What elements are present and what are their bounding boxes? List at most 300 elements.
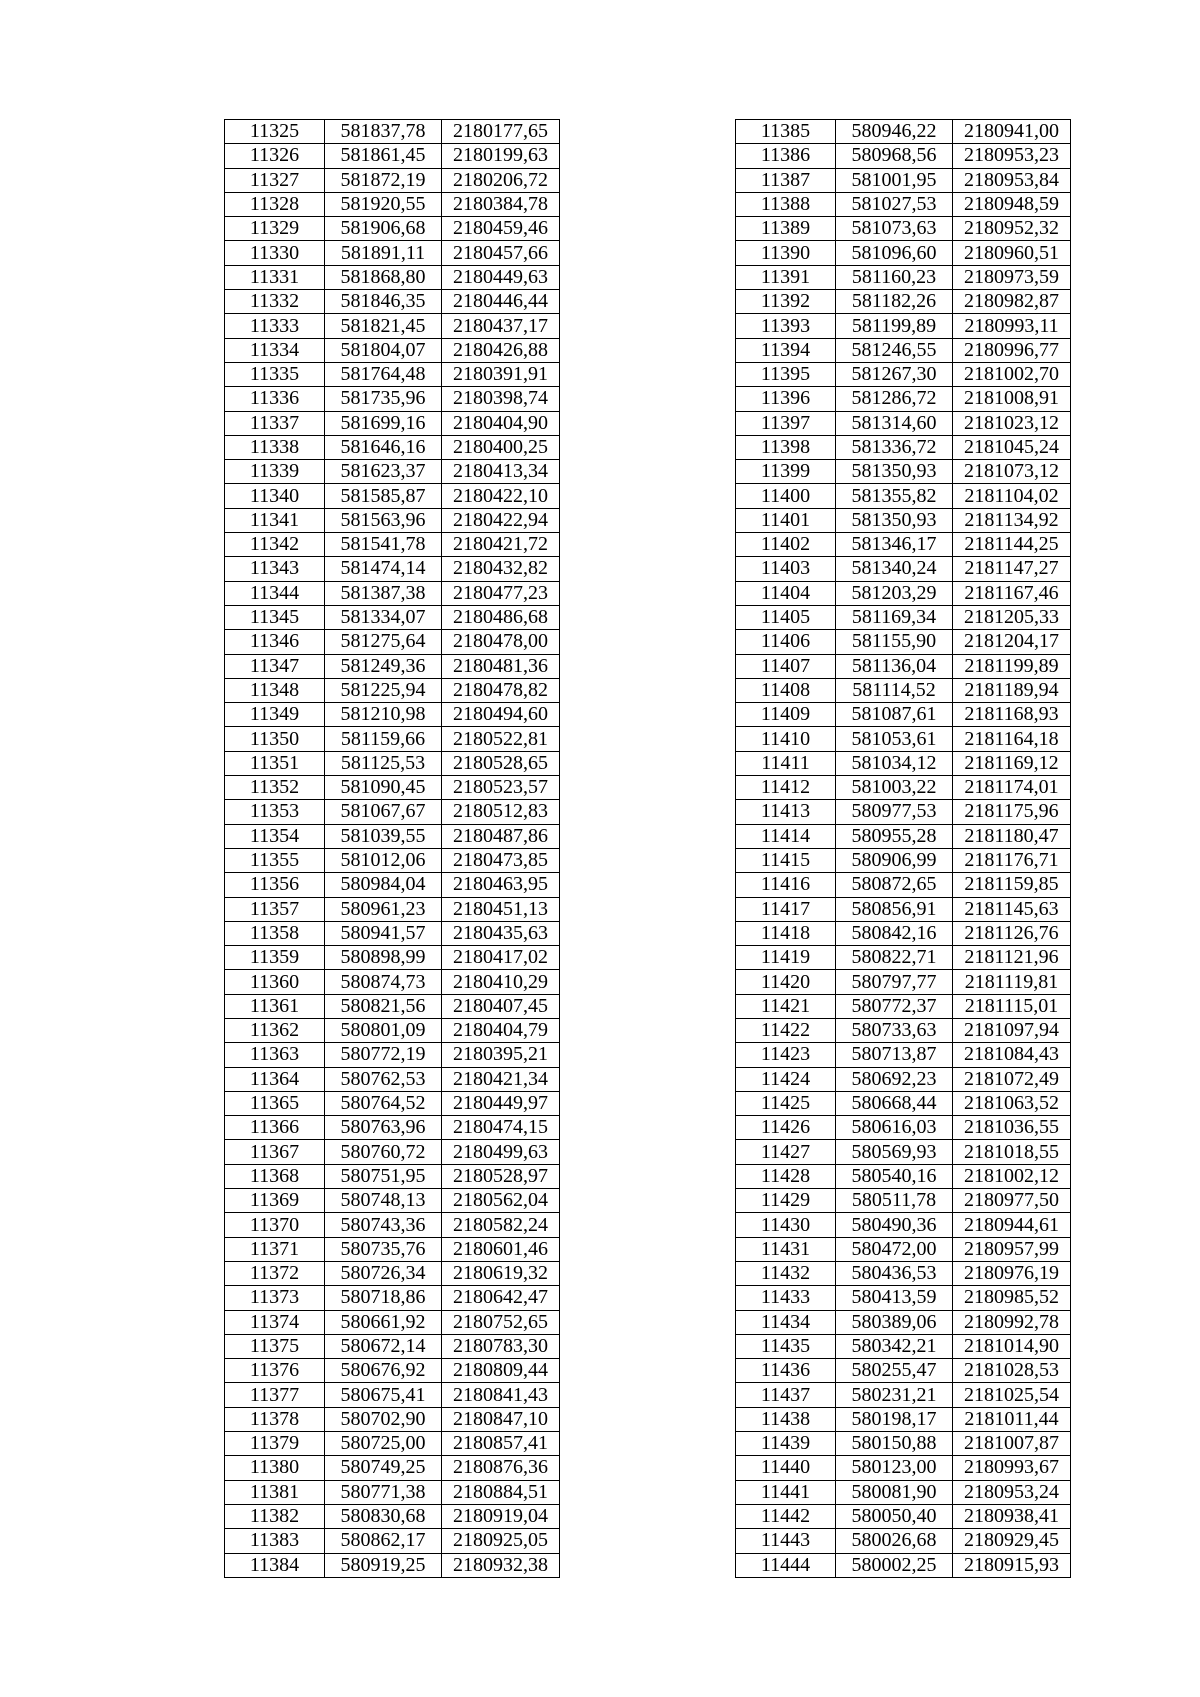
x-coordinate-cell: 581125,53 — [325, 751, 442, 775]
point-number-cell: 11440 — [736, 1456, 836, 1480]
point-number-cell: 11394 — [736, 338, 836, 362]
x-coordinate-cell: 581699,16 — [325, 411, 442, 435]
table-row — [736, 1504, 1071, 1528]
point-number-cell: 11371 — [225, 1237, 325, 1261]
x-coordinate-cell: 580941,57 — [325, 921, 442, 945]
point-number-cell: 11374 — [225, 1310, 325, 1334]
coordinate-table-left — [224, 119, 560, 1578]
x-coordinate-cell: 580762,53 — [325, 1067, 442, 1091]
y-coordinate-cell: 2180384,78 — [442, 192, 560, 216]
x-coordinate-cell: 580413,59 — [836, 1286, 953, 1310]
y-coordinate-cell: 2180486,68 — [442, 605, 560, 629]
point-number-cell: 11352 — [225, 776, 325, 800]
point-number-cell: 11406 — [736, 630, 836, 654]
x-coordinate-cell: 580749,25 — [325, 1456, 442, 1480]
point-number-cell: 11342 — [225, 533, 325, 557]
y-coordinate-cell: 2180783,30 — [442, 1334, 560, 1358]
table-row — [736, 605, 1071, 629]
table-row — [736, 314, 1071, 338]
point-number-cell: 11369 — [225, 1189, 325, 1213]
y-coordinate-cell: 2181028,53 — [953, 1359, 1071, 1383]
x-coordinate-cell: 580874,73 — [325, 970, 442, 994]
y-coordinate-cell: 2180752,65 — [442, 1310, 560, 1334]
table-row — [225, 1261, 560, 1285]
table-row — [225, 557, 560, 581]
y-coordinate-cell: 2180481,36 — [442, 654, 560, 678]
point-number-cell: 11430 — [736, 1213, 836, 1237]
point-number-cell: 11355 — [225, 848, 325, 872]
point-number-cell: 11412 — [736, 776, 836, 800]
y-coordinate-cell: 2180407,45 — [442, 994, 560, 1018]
point-number-cell: 11331 — [225, 265, 325, 289]
table-row — [225, 921, 560, 945]
point-number-cell: 11434 — [736, 1310, 836, 1334]
coordinate-table-right — [735, 119, 1071, 1578]
y-coordinate-cell: 2180809,44 — [442, 1359, 560, 1383]
x-coordinate-cell: 581096,60 — [836, 241, 953, 265]
x-coordinate-cell: 580862,17 — [325, 1529, 442, 1553]
y-coordinate-cell: 2181169,12 — [953, 751, 1071, 775]
x-coordinate-cell: 581073,63 — [836, 217, 953, 241]
y-coordinate-cell: 2180422,94 — [442, 508, 560, 532]
point-number-cell: 11388 — [736, 192, 836, 216]
y-coordinate-cell: 2180206,72 — [442, 168, 560, 192]
x-coordinate-cell: 581249,36 — [325, 654, 442, 678]
y-coordinate-cell: 2181045,24 — [953, 435, 1071, 459]
table-row — [736, 1261, 1071, 1285]
table-row — [225, 1043, 560, 1067]
x-coordinate-cell: 580772,37 — [836, 994, 953, 1018]
table-row — [225, 873, 560, 897]
x-coordinate-cell: 580668,44 — [836, 1091, 953, 1115]
y-coordinate-cell: 2181115,01 — [953, 994, 1071, 1018]
table-row — [736, 1359, 1071, 1383]
point-number-cell: 11439 — [736, 1432, 836, 1456]
table-row — [225, 800, 560, 824]
x-coordinate-cell: 580676,92 — [325, 1359, 442, 1383]
table-row — [225, 362, 560, 386]
point-number-cell: 11333 — [225, 314, 325, 338]
table-row — [225, 217, 560, 241]
point-number-cell: 11379 — [225, 1432, 325, 1456]
point-number-cell: 11366 — [225, 1116, 325, 1140]
table-row — [225, 1164, 560, 1188]
table-row — [225, 290, 560, 314]
point-number-cell: 11341 — [225, 508, 325, 532]
y-coordinate-cell: 2180512,83 — [442, 800, 560, 824]
y-coordinate-cell: 2180562,04 — [442, 1189, 560, 1213]
y-coordinate-cell: 2180841,43 — [442, 1383, 560, 1407]
y-coordinate-cell: 2180421,72 — [442, 533, 560, 557]
y-coordinate-cell: 2180619,32 — [442, 1261, 560, 1285]
y-coordinate-cell: 2180413,34 — [442, 460, 560, 484]
table-row — [736, 362, 1071, 386]
x-coordinate-cell: 580760,72 — [325, 1140, 442, 1164]
point-number-cell: 11403 — [736, 557, 836, 581]
x-coordinate-cell: 581387,38 — [325, 581, 442, 605]
x-coordinate-cell: 580955,28 — [836, 824, 953, 848]
y-coordinate-cell: 2180973,59 — [953, 265, 1071, 289]
table-row — [736, 411, 1071, 435]
table-row — [225, 994, 560, 1018]
x-coordinate-cell: 581067,67 — [325, 800, 442, 824]
x-coordinate-cell: 581623,37 — [325, 460, 442, 484]
x-coordinate-cell: 581114,52 — [836, 678, 953, 702]
table-row — [736, 970, 1071, 994]
y-coordinate-cell: 2181007,87 — [953, 1432, 1071, 1456]
y-coordinate-cell: 2180417,02 — [442, 946, 560, 970]
table-row — [225, 776, 560, 800]
x-coordinate-cell: 580569,93 — [836, 1140, 953, 1164]
table-row — [736, 484, 1071, 508]
y-coordinate-cell: 2180395,21 — [442, 1043, 560, 1067]
table-row — [225, 435, 560, 459]
x-coordinate-cell: 581585,87 — [325, 484, 442, 508]
point-number-cell: 11443 — [736, 1529, 836, 1553]
table-row — [225, 1189, 560, 1213]
table-row — [736, 1407, 1071, 1431]
y-coordinate-cell: 2180478,82 — [442, 678, 560, 702]
y-coordinate-cell: 2180487,86 — [442, 824, 560, 848]
y-coordinate-cell: 2181147,27 — [953, 557, 1071, 581]
table-row — [736, 848, 1071, 872]
point-number-cell: 11407 — [736, 654, 836, 678]
table-row — [736, 508, 1071, 532]
point-number-cell: 11340 — [225, 484, 325, 508]
y-coordinate-cell: 2181011,44 — [953, 1407, 1071, 1431]
table-row — [225, 848, 560, 872]
point-number-cell: 11386 — [736, 144, 836, 168]
y-coordinate-cell: 2181168,93 — [953, 703, 1071, 727]
table-row — [225, 484, 560, 508]
table-row — [225, 192, 560, 216]
x-coordinate-cell: 580968,56 — [836, 144, 953, 168]
y-coordinate-cell: 2181174,01 — [953, 776, 1071, 800]
y-coordinate-cell: 2180847,10 — [442, 1407, 560, 1431]
table-row — [736, 1164, 1071, 1188]
y-coordinate-cell: 2180925,05 — [442, 1529, 560, 1553]
x-coordinate-cell: 581159,66 — [325, 727, 442, 751]
y-coordinate-cell: 2180177,65 — [442, 120, 560, 144]
y-coordinate-cell: 2181164,18 — [953, 727, 1071, 751]
x-coordinate-cell: 581012,06 — [325, 848, 442, 872]
point-number-cell: 11436 — [736, 1359, 836, 1383]
y-coordinate-cell: 2180996,77 — [953, 338, 1071, 362]
point-number-cell: 11370 — [225, 1213, 325, 1237]
table-row — [736, 630, 1071, 654]
table-row — [736, 1140, 1071, 1164]
point-number-cell: 11441 — [736, 1480, 836, 1504]
point-number-cell: 11420 — [736, 970, 836, 994]
y-coordinate-cell: 2180601,46 — [442, 1237, 560, 1261]
y-coordinate-cell: 2181008,91 — [953, 387, 1071, 411]
table-row — [736, 873, 1071, 897]
y-coordinate-cell: 2180993,11 — [953, 314, 1071, 338]
table-row — [225, 1504, 560, 1528]
x-coordinate-cell: 580198,17 — [836, 1407, 953, 1431]
y-coordinate-cell: 2180494,60 — [442, 703, 560, 727]
y-coordinate-cell: 2180426,88 — [442, 338, 560, 362]
point-number-cell: 11429 — [736, 1189, 836, 1213]
point-number-cell: 11359 — [225, 946, 325, 970]
point-number-cell: 11346 — [225, 630, 325, 654]
point-number-cell: 11360 — [225, 970, 325, 994]
x-coordinate-cell: 580733,63 — [836, 1018, 953, 1042]
table-row — [736, 1529, 1071, 1553]
x-coordinate-cell: 580026,68 — [836, 1529, 953, 1553]
x-coordinate-cell: 581267,30 — [836, 362, 953, 386]
y-coordinate-cell: 2181036,55 — [953, 1116, 1071, 1140]
y-coordinate-cell: 2180523,57 — [442, 776, 560, 800]
point-number-cell: 11365 — [225, 1091, 325, 1115]
point-number-cell: 11433 — [736, 1286, 836, 1310]
y-coordinate-cell: 2180992,78 — [953, 1310, 1071, 1334]
x-coordinate-cell: 581837,78 — [325, 120, 442, 144]
y-coordinate-cell: 2180446,44 — [442, 290, 560, 314]
x-coordinate-cell: 580764,52 — [325, 1091, 442, 1115]
x-coordinate-cell: 580842,16 — [836, 921, 953, 945]
point-number-cell: 11327 — [225, 168, 325, 192]
point-number-cell: 11339 — [225, 460, 325, 484]
x-coordinate-cell: 581821,45 — [325, 314, 442, 338]
y-coordinate-cell: 2181180,47 — [953, 824, 1071, 848]
point-number-cell: 11332 — [225, 290, 325, 314]
point-number-cell: 11380 — [225, 1456, 325, 1480]
y-coordinate-cell: 2180422,10 — [442, 484, 560, 508]
point-number-cell: 11347 — [225, 654, 325, 678]
point-number-cell: 11328 — [225, 192, 325, 216]
table-row — [736, 1091, 1071, 1115]
point-number-cell: 11422 — [736, 1018, 836, 1042]
x-coordinate-cell: 580771,38 — [325, 1480, 442, 1504]
x-coordinate-cell: 581182,26 — [836, 290, 953, 314]
y-coordinate-cell: 2181176,71 — [953, 848, 1071, 872]
x-coordinate-cell: 580735,76 — [325, 1237, 442, 1261]
point-number-cell: 11395 — [736, 362, 836, 386]
x-coordinate-cell: 580661,92 — [325, 1310, 442, 1334]
table-row — [736, 946, 1071, 970]
table-row — [225, 1359, 560, 1383]
x-coordinate-cell: 580919,25 — [325, 1553, 442, 1577]
point-number-cell: 11393 — [736, 314, 836, 338]
table-row — [736, 168, 1071, 192]
table-row — [225, 1237, 560, 1261]
x-coordinate-cell: 580231,21 — [836, 1383, 953, 1407]
point-number-cell: 11431 — [736, 1237, 836, 1261]
table-row — [225, 1334, 560, 1358]
y-coordinate-cell: 2180473,85 — [442, 848, 560, 872]
y-coordinate-cell: 2180457,66 — [442, 241, 560, 265]
point-number-cell: 11401 — [736, 508, 836, 532]
x-coordinate-cell: 581199,89 — [836, 314, 953, 338]
table-row — [225, 1553, 560, 1577]
table-row — [225, 654, 560, 678]
y-coordinate-cell: 2180944,61 — [953, 1213, 1071, 1237]
point-number-cell: 11417 — [736, 897, 836, 921]
point-number-cell: 11424 — [736, 1067, 836, 1091]
x-coordinate-cell: 581764,48 — [325, 362, 442, 386]
point-number-cell: 11344 — [225, 581, 325, 605]
table-row — [225, 1310, 560, 1334]
y-coordinate-cell: 2180941,00 — [953, 120, 1071, 144]
point-number-cell: 11408 — [736, 678, 836, 702]
y-coordinate-cell: 2180977,50 — [953, 1189, 1071, 1213]
x-coordinate-cell: 581001,95 — [836, 168, 953, 192]
table-row — [736, 727, 1071, 751]
y-coordinate-cell: 2181144,25 — [953, 533, 1071, 557]
x-coordinate-cell: 580763,96 — [325, 1116, 442, 1140]
x-coordinate-cell: 580830,68 — [325, 1504, 442, 1528]
x-coordinate-cell: 580946,22 — [836, 120, 953, 144]
y-coordinate-cell: 2181063,52 — [953, 1091, 1071, 1115]
table-row — [736, 120, 1071, 144]
table-row — [736, 1189, 1071, 1213]
y-coordinate-cell: 2181097,94 — [953, 1018, 1071, 1042]
point-number-cell: 11364 — [225, 1067, 325, 1091]
y-coordinate-cell: 2181205,33 — [953, 605, 1071, 629]
table-row — [736, 1018, 1071, 1042]
x-coordinate-cell: 580702,90 — [325, 1407, 442, 1431]
table-row — [225, 241, 560, 265]
table-row — [225, 460, 560, 484]
y-coordinate-cell: 2181073,12 — [953, 460, 1071, 484]
table-row — [736, 1480, 1071, 1504]
x-coordinate-cell: 581906,68 — [325, 217, 442, 241]
x-coordinate-cell: 581336,72 — [836, 435, 953, 459]
y-coordinate-cell: 2180421,34 — [442, 1067, 560, 1091]
y-coordinate-cell: 2180522,81 — [442, 727, 560, 751]
table-row — [225, 1140, 560, 1164]
y-coordinate-cell: 2181084,43 — [953, 1043, 1071, 1067]
point-number-cell: 11444 — [736, 1553, 836, 1577]
x-coordinate-cell: 581920,55 — [325, 192, 442, 216]
y-coordinate-cell: 2180876,36 — [442, 1456, 560, 1480]
point-number-cell: 11329 — [225, 217, 325, 241]
x-coordinate-cell: 581160,23 — [836, 265, 953, 289]
point-number-cell: 11381 — [225, 1480, 325, 1504]
x-coordinate-cell: 580821,56 — [325, 994, 442, 1018]
y-coordinate-cell: 2180982,87 — [953, 290, 1071, 314]
table-row — [225, 897, 560, 921]
point-number-cell: 11390 — [736, 241, 836, 265]
table-row — [225, 168, 560, 192]
y-coordinate-cell: 2180857,41 — [442, 1432, 560, 1456]
x-coordinate-cell: 580772,19 — [325, 1043, 442, 1067]
y-coordinate-cell: 2180976,19 — [953, 1261, 1071, 1285]
x-coordinate-cell: 580898,99 — [325, 946, 442, 970]
y-coordinate-cell: 2180400,25 — [442, 435, 560, 459]
x-coordinate-cell: 581350,93 — [836, 460, 953, 484]
table-row — [225, 411, 560, 435]
y-coordinate-cell: 2180391,91 — [442, 362, 560, 386]
y-coordinate-cell: 2181126,76 — [953, 921, 1071, 945]
y-coordinate-cell: 2181167,46 — [953, 581, 1071, 605]
x-coordinate-cell: 581225,94 — [325, 678, 442, 702]
table-row — [225, 824, 560, 848]
point-number-cell: 11361 — [225, 994, 325, 1018]
y-coordinate-cell: 2180948,59 — [953, 192, 1071, 216]
table-row — [225, 314, 560, 338]
point-number-cell: 11348 — [225, 678, 325, 702]
table-row — [225, 144, 560, 168]
point-number-cell: 11363 — [225, 1043, 325, 1067]
table-row — [225, 533, 560, 557]
y-coordinate-cell: 2181104,02 — [953, 484, 1071, 508]
y-coordinate-cell: 2180582,24 — [442, 1213, 560, 1237]
point-number-cell: 11425 — [736, 1091, 836, 1115]
point-number-cell: 11354 — [225, 824, 325, 848]
y-coordinate-cell: 2181134,92 — [953, 508, 1071, 532]
x-coordinate-cell: 581563,96 — [325, 508, 442, 532]
x-coordinate-cell: 581340,24 — [836, 557, 953, 581]
table-row — [736, 1116, 1071, 1140]
point-number-cell: 11418 — [736, 921, 836, 945]
point-number-cell: 11343 — [225, 557, 325, 581]
y-coordinate-cell: 2180432,82 — [442, 557, 560, 581]
point-number-cell: 11396 — [736, 387, 836, 411]
x-coordinate-cell: 580726,34 — [325, 1261, 442, 1285]
x-coordinate-cell: 580002,25 — [836, 1553, 953, 1577]
y-coordinate-cell: 2180404,79 — [442, 1018, 560, 1042]
y-coordinate-cell: 2180404,90 — [442, 411, 560, 435]
table-row — [225, 751, 560, 775]
table-row — [225, 120, 560, 144]
y-coordinate-cell: 2180528,65 — [442, 751, 560, 775]
table-row — [736, 387, 1071, 411]
y-coordinate-cell: 2180985,52 — [953, 1286, 1071, 1310]
x-coordinate-cell: 580856,91 — [836, 897, 953, 921]
x-coordinate-cell: 581474,14 — [325, 557, 442, 581]
point-number-cell: 11387 — [736, 168, 836, 192]
x-coordinate-cell: 580255,47 — [836, 1359, 953, 1383]
x-coordinate-cell: 580743,36 — [325, 1213, 442, 1237]
y-coordinate-cell: 2180451,13 — [442, 897, 560, 921]
x-coordinate-cell: 581868,80 — [325, 265, 442, 289]
point-number-cell: 11353 — [225, 800, 325, 824]
y-coordinate-cell: 2180953,84 — [953, 168, 1071, 192]
table-row — [736, 1067, 1071, 1091]
y-coordinate-cell: 2180938,41 — [953, 1504, 1071, 1528]
y-coordinate-cell: 2180919,04 — [442, 1504, 560, 1528]
y-coordinate-cell: 2180463,95 — [442, 873, 560, 897]
y-coordinate-cell: 2181023,12 — [953, 411, 1071, 435]
point-number-cell: 11350 — [225, 727, 325, 751]
table-row — [225, 1456, 560, 1480]
x-coordinate-cell: 580490,36 — [836, 1213, 953, 1237]
x-coordinate-cell: 581846,35 — [325, 290, 442, 314]
point-number-cell: 11405 — [736, 605, 836, 629]
x-coordinate-cell: 580436,53 — [836, 1261, 953, 1285]
table-row — [736, 1286, 1071, 1310]
point-number-cell: 11362 — [225, 1018, 325, 1042]
table-row — [225, 1116, 560, 1140]
point-number-cell: 11409 — [736, 703, 836, 727]
y-coordinate-cell: 2180199,63 — [442, 144, 560, 168]
y-coordinate-cell: 2181189,94 — [953, 678, 1071, 702]
point-number-cell: 11397 — [736, 411, 836, 435]
point-number-cell: 11392 — [736, 290, 836, 314]
point-number-cell: 11399 — [736, 460, 836, 484]
x-coordinate-cell: 580961,23 — [325, 897, 442, 921]
x-coordinate-cell: 580797,77 — [836, 970, 953, 994]
x-coordinate-cell: 581891,11 — [325, 241, 442, 265]
point-number-cell: 11400 — [736, 484, 836, 508]
x-coordinate-cell: 580718,86 — [325, 1286, 442, 1310]
table-row — [736, 703, 1071, 727]
y-coordinate-cell: 2181014,90 — [953, 1334, 1071, 1358]
y-coordinate-cell: 2180884,51 — [442, 1480, 560, 1504]
point-number-cell: 11391 — [736, 265, 836, 289]
